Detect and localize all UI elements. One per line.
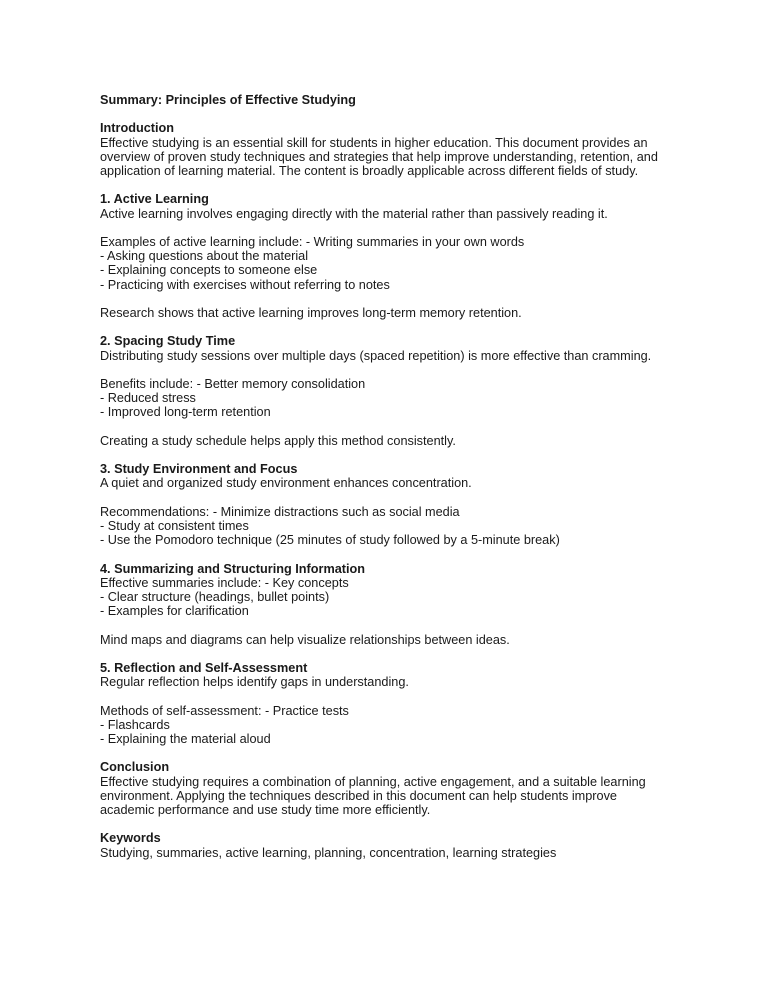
document-title: Summary: Principles of Effective Studying — [100, 93, 356, 107]
paragraph-block — [100, 675, 680, 689]
document-section — [100, 562, 680, 647]
paragraph-block — [100, 505, 680, 548]
text-line: Studying, summaries, active learning, planning, concentration, learning strategies — [100, 845, 557, 860]
text-line: Regular reflection helps identify gaps in understanding. — [100, 675, 409, 690]
text-line: environment. Applying the techniques described in this document can help students improve — [100, 788, 617, 803]
text-line: application of learning material. The content is broadly applicable across different fields of study. — [100, 164, 639, 178]
text-line: - Study at consistent times — [100, 518, 249, 533]
paragraph-block — [100, 136, 680, 179]
paragraph-block — [100, 476, 680, 490]
paragraph-block — [100, 349, 680, 363]
text-line: - Flashcards — [100, 717, 170, 732]
text-line: - Examples for clarification — [100, 604, 249, 619]
paragraph-block — [100, 306, 680, 320]
text-line: - Clear structure (headings, bullet points) — [100, 589, 330, 604]
paragraph-block — [100, 704, 680, 747]
text-line: Distributing study sessions over multiple days (spaced repetition) is more effective than cramming. — [100, 348, 652, 363]
text-line: - Explaining the material aloud — [100, 731, 271, 746]
document-section — [100, 760, 680, 817]
paragraph-block — [100, 207, 680, 221]
text-line: - Reduced stress — [100, 391, 196, 406]
text-line: Benefits include: - Better memory consolidation — [100, 376, 366, 391]
text-line: Effective studying is an essential skill for students in higher education. This document provides an — [100, 135, 648, 150]
text-line: Effective studying requires a combination of planning, active engagement, and a suitable learning — [100, 774, 646, 789]
paragraph-block — [100, 235, 680, 292]
text-line: Mind maps and diagrams can help visualize relationships between ideas. — [100, 632, 510, 647]
text-line: - Practicing with exercises without referring to notes — [100, 277, 390, 292]
text-line: - Explaining concepts to someone else — [100, 263, 318, 278]
text-line: - Asking questions about the material — [100, 249, 309, 264]
text-line: Active learning involves engaging directly with the material rather than passively reading it. — [100, 206, 608, 221]
section-heading: Keywords — [100, 831, 161, 846]
document-section — [100, 831, 680, 859]
paragraph-block — [100, 576, 680, 619]
paragraph-block — [100, 377, 680, 420]
document-section — [100, 462, 680, 547]
text-line: Recommendations: - Minimize distractions such as social media — [100, 504, 460, 519]
document-section — [100, 192, 680, 320]
paragraph-block — [100, 775, 680, 818]
text-line: A quiet and organized study environment enhances concentration. — [100, 476, 472, 491]
section-heading: 5. Reflection and Self-Assessment — [100, 660, 308, 675]
text-line: Effective summaries include: - Key concepts — [100, 575, 349, 590]
section-heading: 3. Study Environment and Focus — [100, 462, 298, 477]
section-heading: 2. Spacing Study Time — [100, 334, 236, 349]
text-line: - Use the Pomodoro technique (25 minutes of study followed by a 5-minute break) — [100, 533, 560, 548]
text-line: Examples of active learning include: - Writing summaries in your own words — [100, 234, 525, 249]
text-line: Creating a study schedule helps apply this method consistently. — [100, 433, 456, 448]
text-line: Methods of self-assessment: - Practice tests — [100, 703, 349, 718]
document-section — [100, 334, 680, 448]
section-heading: Conclusion — [100, 760, 170, 775]
document-content — [100, 93, 680, 860]
section-heading: 4. Summarizing and Structuring Information — [100, 561, 366, 576]
text-line: - Improved long-term retention — [100, 405, 271, 420]
section-heading: Introduction — [100, 121, 174, 136]
text-line: overview of proven study techniques and strategies that help improve understanding, retention, and — [100, 149, 658, 164]
text-line: academic performance and use study time more efficiently. — [100, 802, 431, 817]
document-section — [100, 121, 680, 178]
paragraph-block — [100, 434, 680, 448]
paragraph-block — [100, 633, 680, 647]
document-section — [100, 661, 680, 746]
paragraph-block — [100, 846, 680, 860]
text-line: Research shows that active learning improves long-term memory retention. — [100, 305, 522, 320]
section-heading: 1. Active Learning — [100, 192, 209, 207]
